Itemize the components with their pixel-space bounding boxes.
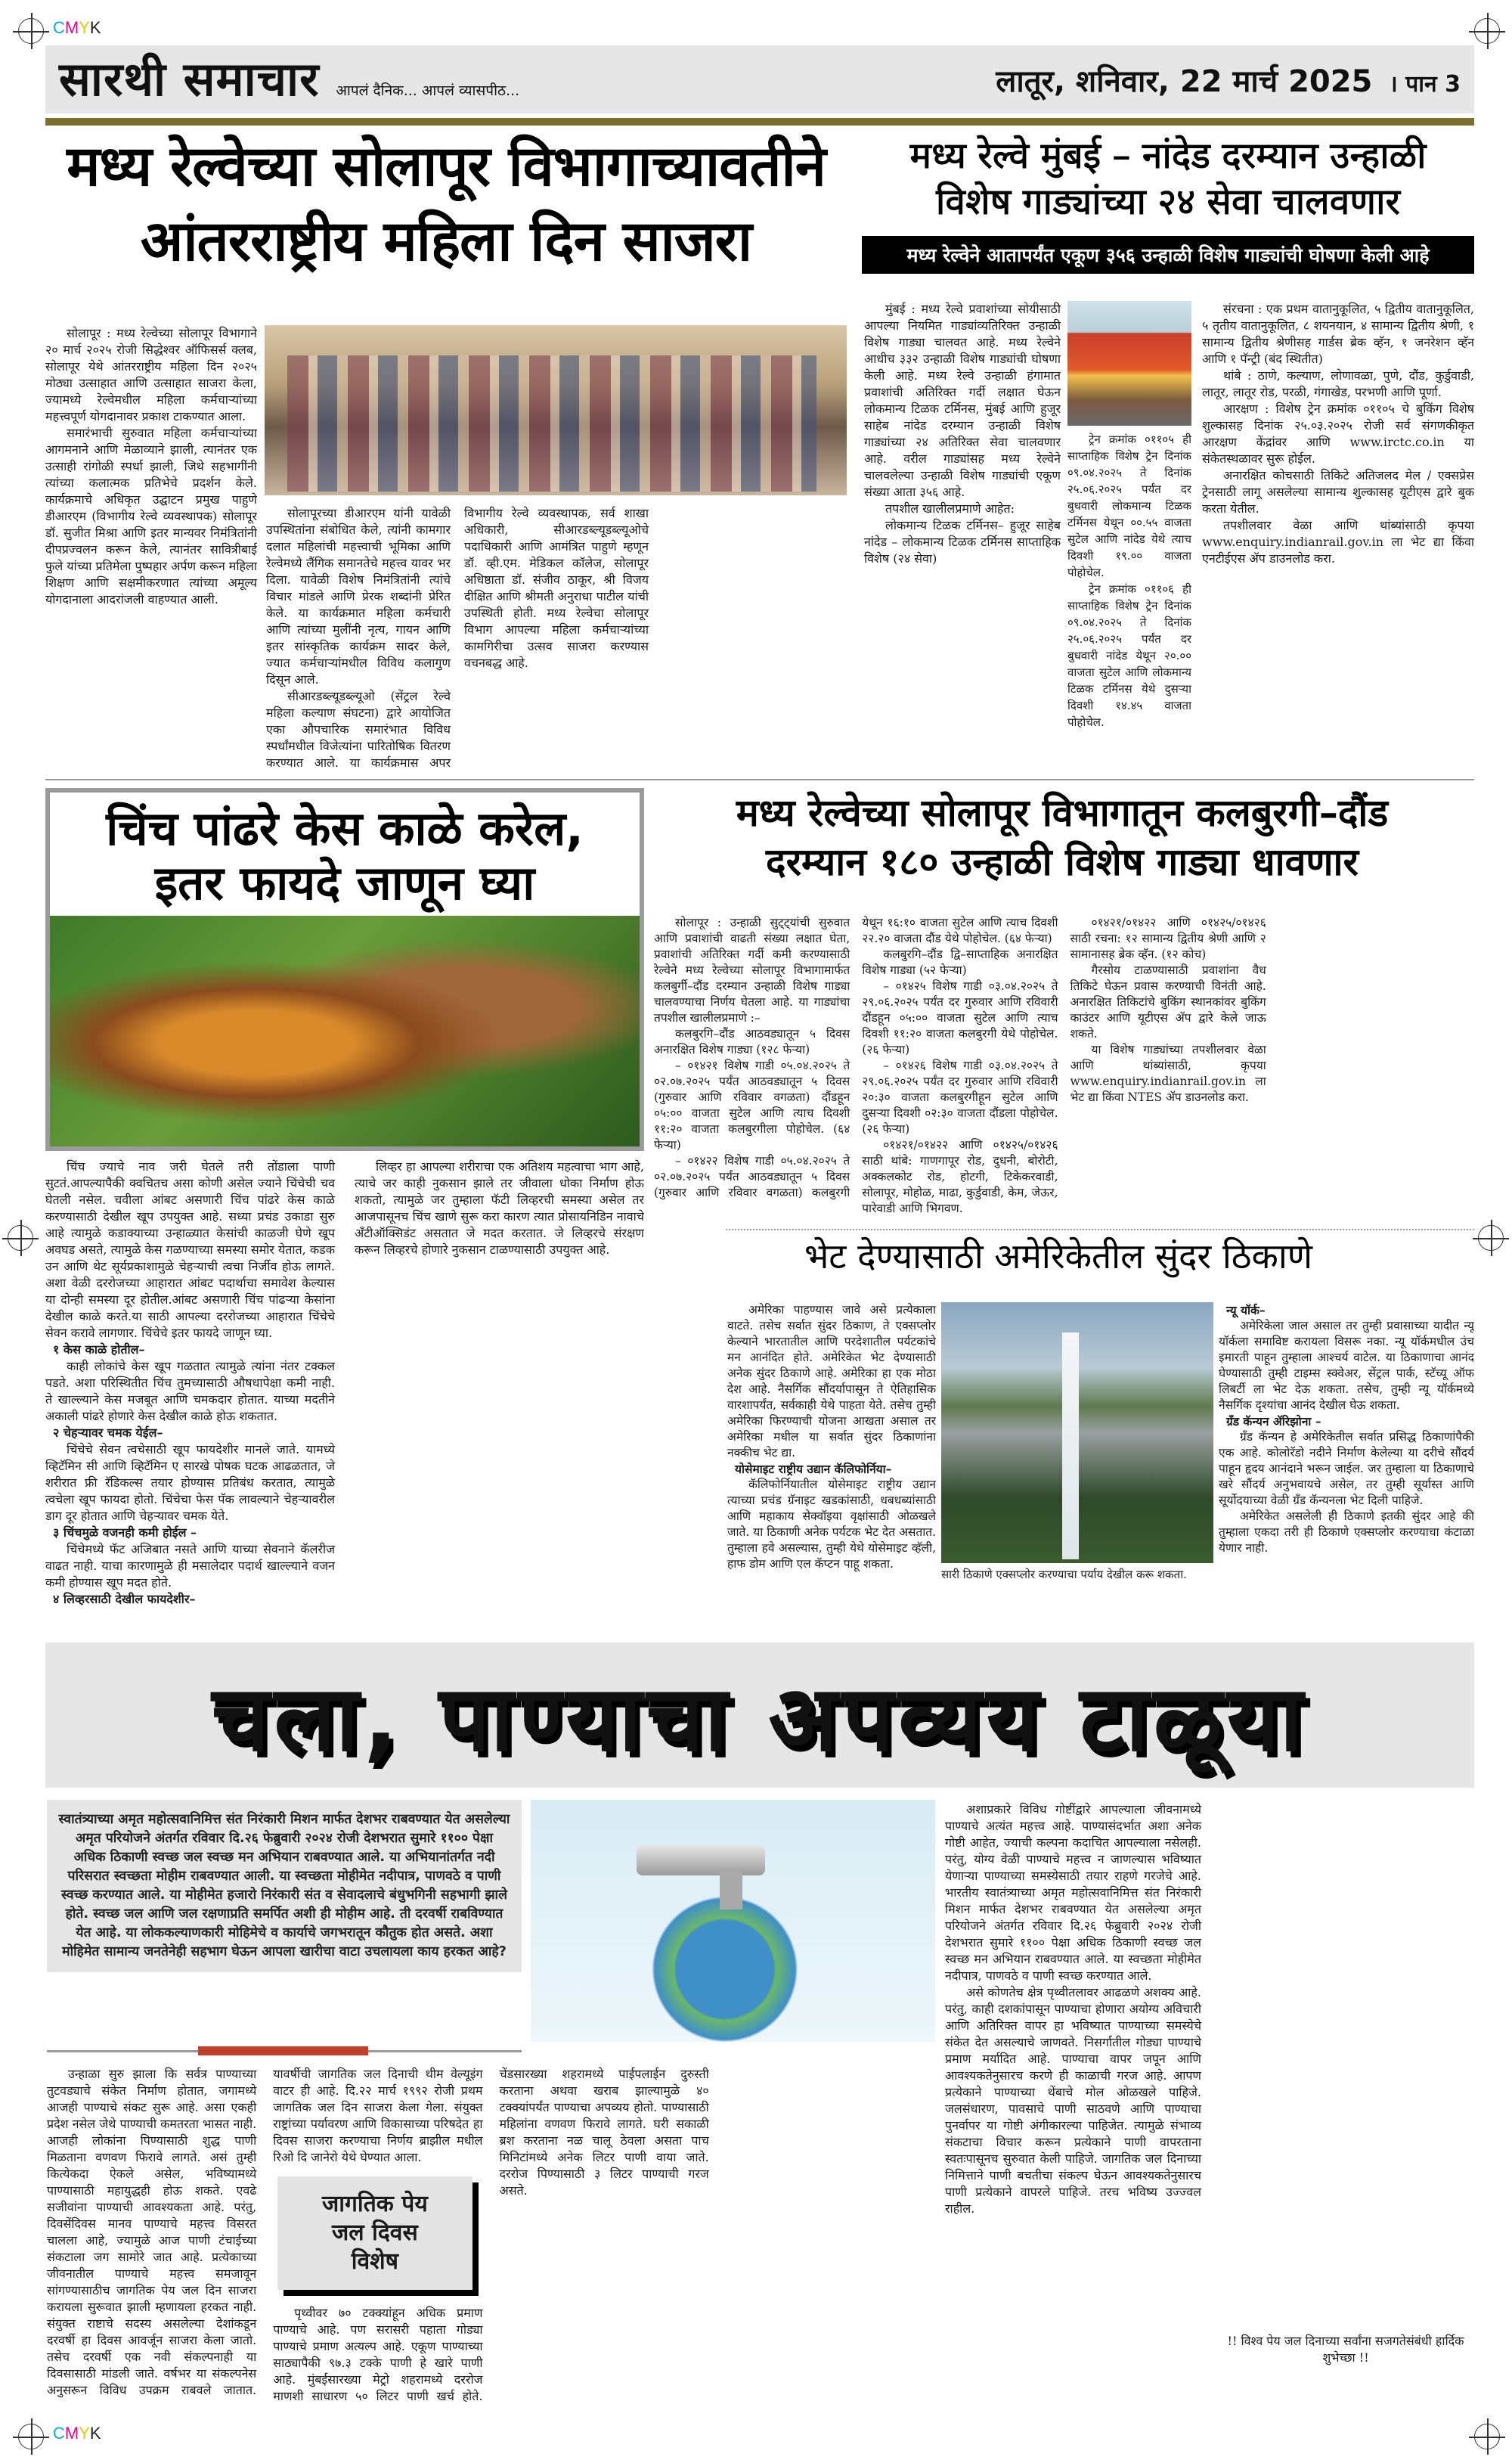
- headline: मध्य रेल्वेच्या सोलापूर विभागाच्यावतीने: [67, 134, 826, 199]
- cmyk-mark-top: [53, 18, 101, 38]
- headline: विशेष गाड्यांच्या २४ सेवा चालवणार: [935, 180, 1401, 223]
- masthead-rule: [45, 118, 1474, 126]
- masthead: [45, 45, 1474, 113]
- tap-earth-photo: [531, 1800, 935, 2042]
- paragraph: संरचना : एक प्रथम वातानुकूलित, ५ द्वितीय वातानुकूलित, ५ तृतीय वातानुकूलित, ८ शयनयान, ४ सामान्य द्वितीय श्रेणी, १ सामान्य द्वितीय श्रेणीसह गार्डस ब्रेक व्हॅन, १ जनरेशन व्हॅन आणि १ पॅन्ट्री (बंद स्थितीत): [1202, 302, 1474, 366]
- water-intro-box: [47, 1800, 522, 1972]
- subheading: योसेमाइट राष्ट्रीय उद्यान कॅलिफोर्निया–: [735, 1462, 892, 1476]
- mumbai-nanded-col-3: [1202, 301, 1474, 771]
- kalburgi-article: [650, 793, 1474, 883]
- paragraph: अशाप्रकारे विविध गोष्टींद्वारे आपल्याला जीवनामध्ये पाण्याचे अत्यंत महत्त्व आहे. पाण्यासंदर्भात अशा अनेक गोष्टी आहेत, ज्याची कल्पना कदाचित आपल्याला नसेलही. परंतु, योग्य वेळी पाण्याचे महत्त्व न जाणल्यास भविष्यात येणाऱ्या पाण्याच्या समस्येसाठी तयार राहणे गरजेचे आहे. भारतीय स्वातंत्र्याच्या अमृत महोत्सवानिमित्त संत निरंकारी मिशन मार्फत देशभर राबवण्यात येत असलेल्या अमृत परियोजने अंतर्गत रविवार दि.२६ फेब्रुवारी २०२४ रोजी देशभरात सुमारे ११०० पेक्षा अधिक ठिकाणी स्वच्छ जल स्वच्छ मन अभियान राबवण्यात आले. या स्वच्छता मोहीमेत नदीपात्र, पाणवठे व पाणी स्वच्छ करण्यात आले.: [945, 1802, 1201, 1983]
- womens-day-col-1: [45, 325, 257, 771]
- divider: [726, 1229, 1474, 1230]
- womens-day-article: [45, 136, 847, 273]
- water-headline: चला, पाण्याचा अपव्यय टाळूया: [212, 1666, 1308, 1772]
- paragraph: ०१४२१/०१४२२ आणि ०१४२५/०१४२६ साठी थांबे: गाणगापूर रोड, दुधनी, बोरोटी, अक्कलकोट रोड, होटगी, टिकेकरवाडी, सोलापूर, मोहोळ, माढा, कुर्डुवाडी, केम, जेऊर, पारेवाडी आणि भिगवण.: [862, 1138, 1058, 1215]
- paragraph: लोकमान्य टिळक टर्मिनस– हुजूर साहेब नांदेड – लोकमान्य टिळक टर्मिनस साप्ताहिक विशेष (२४ सेवा): [864, 518, 1061, 566]
- tamarind-body: [45, 1159, 644, 1612]
- paragraph: मुंबई : मध्य रेल्वे प्रवाशांच्या सोयीसाठी आपल्या नियमित गाड्यांव्यतिरिक्त उन्हाळी विशेष गाड्या चालवत आहे. मध्य रेल्वेने आधीच ३३२ उन्हाळी विशेष गाड्यांची घोषणा केली आहे. मध्य रेल्वे उन्हाळी हंगामात प्रवाशांची अतिरिक्त गर्दी लक्षात घेऊन लोकमान्य टिळक टर्मिनस, मुंबई आणि हुजूर साहेब नांदेड दरम्यान उन्हाळी विशेष गाड्यांच्या २४ अतिरिक्त सेवा चालवणार आहे. वरील गाड्यांसह मध्य रेल्वेने चालवलेल्या उन्हाळी विशेष गाड्यांची एकूण संख्या आता ३५६ आहे.: [864, 302, 1061, 499]
- paragraph: उन्हाळा सुरु झाला कि सर्वत्र पाण्याच्या तुटवड्याचे संकेत निर्माण होतात, जगामध्ये आजही पाण्याचे संकट सुरू आहे. असा एकही प्रदेश नसेल जेथे पाण्याची कमतरता भासत नाही. आजही लोकांना पिण्यासाठी शुद्ध पाणी मिळताना वणवण फिरावे लागते. असं तुम्ही कित्येकदा ऐकले असेल, भविष्यामध्ये पाण्यासाठी महायुद्धही होऊ शकते. एवढे सजीवांना पाण्याची आवश्यकता आहे. परंतु, दिवसेंदिवस मानव पाण्याचे महत्त्व विसरत चालला आहे, ज्यामुळे आज पाणी टंचाईच्या संकटाला जग सामोरे जात आहे. प्रत्येकाच्या जीवनातील पाण्याचे महत्त्व समजावून सांगण्यासाठीच जागतिक पेय जल दिन साजरा करायला सुरूवात झाली म्हणायला हरकत नाही. संयुक्त राष्टाचे सदस्य असलेल्या देशांकडून दरवर्षी हा दिवस आवर्जून साजरा केला जातो. तसेच दरवर्षी एक नवी संकल्पनाही या दिवसासाठी मांडली जाते. वर्षभर या संकल्पनेस अनुसरून विविध उपक्रम राबवले जातात. यावर्षीची जागतिक जल दिनाची थीम वेल्यूइंग वाटर ही आहे. दि.२२ मार्च १९९२ रोजी प्रथम जागतिक जल दिन साजरा केला गेला. संयुक्त राष्ट्रांच्या पर्यावरण आणि विकासाच्या परिषदेत हा दिवस साजरा करण्याचा निर्णय ब्राझील मधील रिओ दि जानेरो येथे घेण्यात आला.: [47, 2067, 483, 2397]
- cmyk-mark-bottom: [53, 2424, 101, 2443]
- womens-day-photo: [265, 325, 847, 495]
- section-divider: [45, 779, 1474, 780]
- masthead-right: [996, 59, 1461, 101]
- paragraph: अमेरिकेला जाल असाल तर तुम्ही प्रवासाच्या यादीत न्यू यॉर्कला समाविष्ट करायला विसरू नका. न्यू यॉर्कमधील उंच इमारती पाहून तुम्हाला आश्चर्य वाटेल. या ठिकाणाचा आनंद घेण्यासाठी तुम्ही टाइम्स स्क्वेअर, सेंट्रल पार्क, स्टॅच्यू ऑफ लिबर्टी ला भेट देऊ शकता. तसेच, तुम्ही न्यू यॉर्कमध्ये नैसर्गिक दृश्यांचा आनंद देखील घेऊ शकता.: [1219, 1319, 1474, 1412]
- subheading: ४ लिव्हरसाठी देखील फायदेशीर–: [53, 1592, 196, 1606]
- paragraph: – ०१४२१ विशेष गाडी ०५.०४.२०२५ ते ०२.०७.२०२५ पर्यंत आठवड्यातून ५ दिवस (गुरुवार आणि रविवार वगळता) दौंडहून ०५:०० वाजता सुटेल आणि त्याच दिवशी ११:२० वाजता कलबुरगीला पोहोचेल. (६४ फेऱ्या): [654, 1059, 850, 1152]
- paragraph: चिंचेचे सेवन त्वचेसाठी खूप फायदेशीर मानले जाते. यामध्ये व्हिटॅमिन सी आणि व्हिटॅमिन ए सारखे पोषक घटक आढळतात, जे शरीरात फ्री रॅडिकल्स तयार होण्यास प्रतिबंध करतात, त्यामुळे त्वचेला खूप फायदा होतो. चिंचेचा फेस पॅक लावल्याने चेहऱ्यावरील डाग दूर होतात आणि चेहऱ्यावर चमक येते.: [45, 1442, 335, 1523]
- newspaper-title: सारथी समाचार: [59, 51, 320, 107]
- paragraph: लिव्हर हा आपल्या शरीराचा एक अतिशय महत्वाचा भाग आहे, त्याचे जर काही नुकसान झाले तर जीवाला धोका निर्माण होऊ शकतो, त्यामुळे जर तुम्हाला फॅटी लिव्हरची समस्या असेल तर आजपासूनच चिंच खाणे सुरू करा कारण त्यात प्रोसायनिडिन नावाचे ॲंटीऑक्सिडंट असतात जे मदत करतात. जे लिव्हरचे संरक्षण करून लिव्हरचे होणारे नुकसान टाळण्यासाठी उपयुक्त आहे.: [355, 1159, 644, 1257]
- train-photo: [1067, 301, 1191, 426]
- subheading: ३ चिंचमुळे वजनही कमी होईल –: [53, 1525, 197, 1540]
- summary-banner: मध्य रेल्वेने आतापर्यंत एकूण ३५६ उन्हाळी विशेष गाड्यांची घोषणा केली आहे: [862, 236, 1474, 274]
- headline: इतर फायदे जाणून घ्या: [154, 855, 535, 911]
- paragraph: चिंचेमध्ये फॅट अजिबात नसते आणि याच्या सेवनाने कॅलरीज वाढत नाही. याचा कारणामुळे ही मसालेदार पदार्थ खाल्ल्याने वजन कमी होण्यास खूप मदत होते.: [45, 1542, 335, 1590]
- headline: दरम्यान १८० उन्हाळी विशेष गाड्या धावणार: [766, 840, 1359, 884]
- cmyk-c: C: [53, 2424, 65, 2443]
- headline: भेट देण्यासाठी अमेरिकेतील सुंदर ठिकाणे: [804, 1236, 1313, 1277]
- water-top-row: [47, 1800, 935, 2042]
- cmyk-c: C: [53, 18, 65, 37]
- paragraph: सोलापूर : उन्हाळी सुट्ट्यांची सुरुवात आणि प्रवाशांची वाढती संख्या लक्षात घेता, प्रवाशांची अतिरिक्त गर्दी कमी करण्यासाठी रेल्वेने मध्य रेल्वेच्या सोलापूर विभागामार्फत कलबुर्गी–दौंड दरम्यान उन्हाळी विशेष गाड्या चालवण्याचा निर्णय घेतला आहे. या गाड्यांचा तपशील खालीलप्रमाणे :–: [654, 916, 850, 1025]
- kalburgi-body: [654, 915, 1474, 1225]
- paragraph: या विशेष गाड्यांच्या तपशीलवार वेळा आणि थांब्यांसाठी, कृपया www.enquiry.indianrail.gov.in ला भेट द्या किंवा NTES ॲप डाउनलोड करा.: [1070, 1043, 1266, 1104]
- paragraph: पृथ्वीवर ७० टक्क्यांहून अधिक प्रमाण पाण्याचे आहे. पण सरासरी पहाता गोड्या पाण्याचे प्रमाण अत्यल्प आहे. एकूण पाण्याच्या साठ्यापैकी ९७.३ टक्के पाणी हे खारे पाणी आहे. मुंबईसारख्या मेट्रो शहरामध्ये दररोज माणशी साधारण ५० लिटर पाणी खर्च होते. चेंडसारख्या शहरामध्ये पाईपलाईन दुरुस्ती करताना अथवा खराब झाल्यामुळे ४० टक्क्यांपर्यंत पाण्याचा अपव्यय होतो. पाण्यासाठी महिलांना वणवण फिरावे लागते. घरी सकाळी ब्रश करताना नळ चालू ठेवला असता पाच मिनिटांमध्ये अनेक लिटर पाणी वाया जाते. दररोज पिण्यासाठी ३ लिटर पाण्याची गरज असते.: [273, 2067, 709, 2403]
- tamarind-box: [45, 788, 644, 1151]
- paragraph: कॅलिफोर्नियातील योसेमाइट राष्ट्रीय उद्यान त्याच्या प्रचंड ग्रॅनाइट खडकांसाठी, धबधब्यांसाठी आणि महाकाय सेक्वॉइया वृक्षांसाठी ओळखले जाते. या ठिकाणी अनेक पर्यटक भेट देत असतात. तुम्हाला हवे असल्यास, तुम्ही येथे योसेमाइट व्हॅली, हाफ डोम आणि एल कॅप्टन पाहू शकता.: [727, 1478, 936, 1571]
- dateline: लातूर, शनिवार, 22 मार्च 2025: [996, 64, 1373, 99]
- paragraph: तपशील खालीलप्रमाणे आहेत:: [885, 501, 1015, 516]
- cmyk-m: M: [64, 2424, 79, 2443]
- paragraph: अनारक्षित कोचसाठी तिकिटे अतिजलद मेल / एक्सप्रेस ट्रेनसाठी लागू असलेल्या सामान्य शुल्कासह यूटीएस द्वारे बुक करता येतील.: [1202, 468, 1474, 516]
- paragraph: काही लोकांचे केस खूप गळतात त्यामुळे त्यांना नंतर टक्कल पडते. अशा परिस्थितीत चिंच तुमच्यासाठी औषधापेक्षा कमी नाही. ते खाल्ल्याने केस मजबूत आणि चमकदार होतात. याच्या मदतीने अकाली पांढरे होणारे केस देखील काळे होऊ शकतात.: [45, 1359, 335, 1423]
- paragraph: ट्रेन क्रमांक ०११०६ ही साप्ताहिक विशेष ट्रेन दिनांक ०९.०४.२०२५ ते दिनांक २५.०६.२०२५ पर्यंत दर बुधवारी नांदेड येथून २०.०० वाजता सुटेल आणि लोकमान्य टिळक टर्मिनस येथे दुसऱ्या दिवशी १४.४५ वाजता पोहोचेल.: [1067, 582, 1191, 729]
- paragraph: सीआरडब्ल्यूडब्ल्यूओ (सेंट्रल रेल्वे महिला कल्याण संघटना) द्वारे आयोजित एका औपचारिक समारंभात विविध स्पर्धांमधील विजेत्यांना पारितोषिक वितरण करण्यात आले. या कार्यक्रमास अपर विभागीय रेल्वे व्यवस्थापक, सर्व शाखा अधिकारी, सीआरडब्ल्यूडब्ल्यूओचे पदाधिकारी आणि आमंत्रित पाहुणे म्हणून डॉ. व्ही.एम. मेडिकल कॉलेज, सोलापूर अधिष्ठाता डॉ. संजीव ठाकूर, श्री विजय दीक्षित आणि श्रीमती अनुराधा पाटील यांची उपस्थिती होती. मध्य रेल्वेचा सोलापूर विभाग आपल्या महिला कर्मचाऱ्यांच्या कामगिरीचा उत्सव साजरा करण्यास वचनबद्ध आहे.: [266, 506, 649, 770]
- box-line: जल दिवस: [332, 2220, 418, 2246]
- box-line: विशेष: [351, 2248, 398, 2275]
- water-body-left: [47, 2066, 935, 2412]
- paragraph: आरक्षण : विशेष ट्रेन क्रमांक ०११०५ चे बुकिंग विशेष शुल्कासह दिनांक २५.०३.२०२५ रोजी सर्व संगणकीकृत आरक्षण केंद्रांवर आणि www.irctc.co.in या संकेतस्थळावर सुरू होईल.: [1202, 402, 1474, 466]
- paragraph: ०१४२१/०१४२२ आणि ०१४२५/०१४२६ साठी रचना: १२ सामान्य द्वितीय श्रेणी आणि २ सामानासह ब्रेक व्हॅन. (१२ कोच): [1070, 916, 1266, 961]
- cmyk-y: Y: [79, 2424, 90, 2443]
- america-col-1: [727, 1302, 936, 1627]
- registration-mark: [1474, 2424, 1500, 2449]
- accent-bar: [198, 2046, 368, 2055]
- page-number: । पान 3: [1389, 70, 1461, 98]
- paragraph: – ०१४२२ विशेष गाडी ०५.०४.२०२५ ते ०२.०७.२०२५ पर्यंत आठवड्यातून ५ दिवस (गुरुवार आणि रविवार वगळता) कलबुरगी येथून १६:१० वाजता सुटेल आणि त्याच दिवशी २२.२० वाजता दौंड येथे पोहोचेल. (६४ फेऱ्या): [654, 916, 1058, 1199]
- closing-greeting: !! विश्व पेय जल दिनाच्या सर्वांना सजगतेसंबंधी हार्दिक शुभेच्छा !!: [1227, 2334, 1464, 2365]
- registration-mark: [18, 2424, 44, 2449]
- paragraph: असे कोणतेच क्षेत्र पृथ्वीतलावर आढळणे अशक्य आहे. परंतु, काही दशकांपासून पाण्याचा होणारा अयोग्य अविचारी आणि अतिरिक्त वापर हा भविष्यात पाण्याच्या समस्येचे संकेत देत असल्याचे जाणवते. निसर्गातील गोड्या पाण्याचे प्रमाण मर्यादित आहे. पाण्याचा वापर जपून आणि आवश्यकतेनुसारच करणे ही काळाची गरज आहे. आपण प्रत्येकाने पाण्याच्या थेंबाचे मोल ओळखले पाहिजे. जलसंधारण, पावसाचे पाणी साठवणे आणि पाण्याचा पुनर्वापर या गोष्टी अंगीकारल्या पाहिजेत. त्यामुळे संभाव्य संकटाचा विचार करून प्रत्येकाने पाणी वापरताना स्वतःपासूनच सुरुवात केली पाहिजे. जागतिक जल दिनाच्या निमित्ताने पाणी बचतीचा संकल्प घेऊन आवश्यकतेनुसारच पाणी प्रत्येकाने वापरले पाहिजे. तरच भविष्य उज्ज्वल राहील.: [945, 1985, 1201, 2216]
- paragraph: गैरसोय टाळण्यासाठी प्रवाशांना वैध तिकिटे घेऊन प्रवास करण्याची विनंती आहे. अनारक्षित तिकिटांचे बुकिंग स्थानकांवर बुकिंग काउंटर आणि यूटीएस ॲप द्वारे केले जाऊ शकते.: [1070, 963, 1266, 1041]
- subheading: ग्रँड कॅन्यन ॲरिझोना –: [1226, 1414, 1321, 1429]
- paragraph: अमेरिकेत असलेली ही ठिकाणे इतकी सुंदर आहे की तुम्हाला एकदा तरी ही ठिकाणे एक्सप्लोर करण्याचा कंटाळा येणार नाही.: [1219, 1509, 1474, 1555]
- registration-mark: [8, 1225, 33, 1251]
- tamarind-photo: [50, 916, 640, 1146]
- womens-day-cols: [266, 505, 847, 771]
- cmyk-m: M: [64, 18, 79, 37]
- registration-mark: [18, 18, 44, 44]
- paragraph: कलबुरगि–दौंड द्वि–साप्ताहिक अनारक्षित विशेष गाड्या (५२ फेऱ्या): [862, 948, 1058, 977]
- headline: मध्य रेल्वेच्या सोलापूर विभागातून कलबुरगी–दौंड: [736, 791, 1389, 835]
- waterfall-photo: [941, 1302, 1213, 1563]
- paragraph: सोलापूरच्या डीआरएम यांनी यावेळी उपस्थितांना संबोधित केले, त्यांनी कामगार दलात महिलांची महत्त्वाची भूमिका आणि रेल्वेमध्ये लैंगिक समानतेचे महत्त्व यावर भर दिला. यावेळी विशेष निमंत्रितांनी त्यांचे विचार मांडले आणि प्रेरक शब्दांनी प्रेरित केले. या कार्यक्रमात महिला कर्मचारी आणि त्यांच्या मुलींनी नृत्य, गायन आणि इतर सांस्कृतिक कार्यक्रम सादर केले, ज्यात कर्मचाऱ्यांमधील विविध कलागुण दिसून आले.: [266, 506, 451, 687]
- paragraph: ट्रेन क्रमांक ०११०५ ही साप्ताहिक विशेष ट्रेन दिनांक ०९.०४.२०२५ ते दिनांक २५.०६.२०२५ पर्यंत दर बुधवारी लोकमान्य टिळक टर्मिनस येथून ००.५५ वाजता सुटेल आणि नांदेड येथे त्याच दिवशी १९.०० वाजता पोहोचेल.: [1067, 433, 1191, 579]
- masthead-left: [59, 49, 519, 110]
- box-line: जागतिक पेय: [322, 2191, 428, 2217]
- mumbai-nanded-article: [862, 136, 1474, 274]
- water-left-section: [47, 1800, 935, 2412]
- water-intro: स्वातंत्र्याच्या अमृत महोत्सवानिमित्त संत निरंकारी मिशन मार्फत देशभर राबवण्यात येत असलेल्या अमृत परियोजने अंतर्गत रविवार दि.२६ फेब्रुवारी २०२४ रोजी देशभरात सुमारे ११०० पेक्षा अधिक ठिकाणी स्वच्छ जल स्वच्छ मन अभियान राबवण्यात आले. या अभियानांतर्गत नदी परिसरात स्वच्छता मोहीम राबवण्यात आली. या स्वच्छता मोहीमेत नदीपात्र, पाणवठे व पाणी स्वच्छ करण्यात आले. या मोहीमेत हजारो निरंकारी संत व सेवादलाचे बंधुभगिनी सहभागी झाले होते. स्वच्छ जल आणि जल रक्षणाप्रति समर्पित अशी ही मोहीम आहे. ती दरवर्षी राबविण्यात येत आहे. या लोककल्याणकारी मोहिमेचे व कार्याचे जगभरातून कौतुक होत असते. अशा मोहिमेत सामान्य जनतेनेही सहभाग घेऊन आपला खारीचा वाटा उचलायला काय हरकत आहे?: [58, 1812, 510, 1959]
- water-banner: [45, 1643, 1474, 1788]
- water-rule-row: [47, 2046, 522, 2057]
- paragraph: समारंभाची सुरुवात महिला कर्मचाऱ्यांच्या आगमनाने आणि मेळाव्याने झाली, त्यानंतर एक उत्साही रांगोळी स्पर्धा झाली, जिथे सहभागींनी त्यांच्या कलात्मक प्रतिभेचे प्रदर्शन केले. कार्यक्रमाचे अधिकृत उद्घाटन प्रमुख पाहुणे डीआरएम (विभागीय रेल्वे व्यवस्थापक) सोलापूर डॉ. सुजीत मिश्रा आणि इतर मान्यवर निमंत्रितांनी दीपप्रज्वलन करून केले, त्यानंतर सावित्रीबाई फुले यांच्या प्रतिमेला पुष्पहार अर्पण करून महिला शिक्षण आणि सक्षमीकरणात त्यांच्या अमूल्य योगदानाला आदरांजली वाहण्यात आली.: [45, 426, 257, 606]
- subheading: न्यू यॉर्क–: [1226, 1303, 1266, 1317]
- cmyk-y: Y: [79, 18, 90, 37]
- registration-mark: [1474, 18, 1500, 44]
- headline: मध्य रेल्वे मुंबई – नांदेड दरम्यान उन्हाळी: [909, 135, 1427, 177]
- headline: चिंच पांढरे केस काळे करेल,: [106, 801, 584, 856]
- registration-mark: [1478, 1225, 1504, 1251]
- subheading: १ केस काळे होतील–: [53, 1342, 145, 1357]
- headline: आंतरराष्ट्रीय महिला दिन साजरा: [140, 209, 752, 275]
- paragraph: ग्रँड कॅन्यन हे अमेरिकेतील सर्वात प्रसिद्ध ठिकाणांपैकी एक आहे. कोलोरॅडो नदीने निर्माण केलेल्या या दरीचे सौंदर्य पाहून हृदय आनंदाने भरून जाईल. जर तुम्हाला या ठिकाणाचे खरे सौंदर्य अनुभवायचे असेल, तर तुम्ही सूर्यास्त आणि सूर्योदयाच्या वेळी ग्रँड कॅन्यनला भेट दिली पाहिजे.: [1219, 1430, 1474, 1507]
- tagline: आपलं दैनिक... आपलं व्यासपीठ...: [336, 82, 520, 99]
- photo-caption: सारी ठिकाणे एक्सप्लोर करण्याचा पर्याय देखील करू शकता.: [941, 1568, 1187, 1581]
- paragraph: तपशीलवार वेळा आणि थांब्यांसाठी कृपया www.enquiry.indianrail.gov.in ला भेट द्या किंवा एनटीईएस ॲप डाउनलोड करा.: [1202, 518, 1474, 566]
- paragraph: कलबुरगि–दौंड आठवड्यातून ५ दिवस अनारक्षित विशेष गाड्या (१२८ फेऱ्या): [654, 1027, 850, 1056]
- cmyk-k: K: [89, 2424, 101, 2443]
- cmyk-k: K: [89, 18, 101, 37]
- water-body-right: [945, 1801, 1474, 2323]
- america-col-3: [1219, 1302, 1474, 1627]
- paragraph: चिंच ज्याचे नाव जरी घेतले तरी तोंडाला पाणी सुटतं.आपल्यापैकी क्वचितच असा कोणी असेल ज्याने चिंचेची चव घेतली नसेल. चवीला आंबट असणारी चिंच पांढरे केस काळे करण्यासाठी देखील खूप उपयुक्त आहे. सध्या प्रचंड उकाडा सुरु आहे त्यामुळे कडाक्याच्या उन्हाळ्यात केसांची काळजी घेणे खूप अवघड असते, त्यामुळे केस गळण्याच्या समस्या समोर येतात, कडक उन आणि थेट सूर्यप्रकाशामुळे चेहऱ्याची त्वचा निर्जीव होऊ लागते. अशा वेळी दररोजच्या आहारात आंबट पदार्थाचा समावेश केल्यास या दोन्ही समस्या दूर होतील.आंबट असणारी चिंच पांढऱ्या केसांना देखील काळे करते.या साठी आपल्या दररोजच्या आहारात चिंचेचे सेवन करावे लागणार. चिंचेचे इतर फायदे जाणून घ्या.: [45, 1159, 335, 1340]
- mumbai-nanded-col-1: [864, 301, 1061, 771]
- paragraph: थांबे : ठाणे, कल्याण, लोणावळा, पुणे, दौंड, कुर्डुवाडी, लातूर, लातूर रोड, परळी, गंगाखेड, परभणी आणि पूर्णा.: [1202, 368, 1474, 399]
- paragraph: – ०१४२६ विशेष गाडी ०३.०४.२०२५ ते २९.०६.२०२५ पर्यंत दर गुरुवार आणि रविवारी २०:३० वाजता कलबुरगीहून सुटेल आणि दुसऱ्या दिवशी ०२:३० वाजता दौंडला पोहोचेल. (२६ फेऱ्या): [862, 1059, 1058, 1136]
- paragraph: – ०१४२५ विशेष गाडी ०३.०४.२०२५ ते २९.०६.२०२५ पर्यंत दर गुरुवार आणि रविवारी दौंडहून ०५:०० वाजता सुटेल आणि त्याच दिवशी ११:२० वाजता कलबुरगी येथे पोहोचेल. (२६ फेऱ्या): [862, 979, 1058, 1056]
- world-water-day-box: [277, 2176, 472, 2290]
- paragraph: अमेरिका पाहण्यास जावे असे प्रत्येकाला वाटते. तसेच सर्वात सुंदर ठिकाण, ते एक्सप्लोर केल्याने भारतातील आणि परदेशातील पर्यटकांचे मन आनंदित होते. अमेरिकेत भेट देण्यासाठी अनेक सुंदर ठिकाणे आहे. अमेरिका हा एक मोठा देश आहे. नैसर्गिक सौंदर्यापासून ते ऐतिहासिक वारशापर्यंत, सर्वकाही येथे पाहता येते. तसेच तुम्ही अमेरिका फिरण्याची योजना आखता असाल तर अमेरिका मधील या सर्वात सुंदर ठिकाणांना नक्कीच भेट द्या.: [727, 1303, 936, 1460]
- paragraph: सोलापूर : मध्य रेल्वेच्या सोलापूर विभागाने २० मार्च २०२५ रोजी सिद्धेश्वर ऑफिसर्स क्लब, सोलापूर येथे आंतरराष्ट्रीय महिला दिन २०२५ मोठ्या उत्साहात आणि उत्साहात साजरा केला, ज्यामध्ये रेल्वेमधील महिला कर्मचाऱ्यांच्या महत्त्वपूर्ण योगदानावर प्रकाश टाकण्यात आला.: [45, 326, 257, 423]
- mumbai-nanded-col-2: [1067, 431, 1191, 771]
- subheading: २ चेहऱ्यावर चमक येईल–: [53, 1425, 163, 1440]
